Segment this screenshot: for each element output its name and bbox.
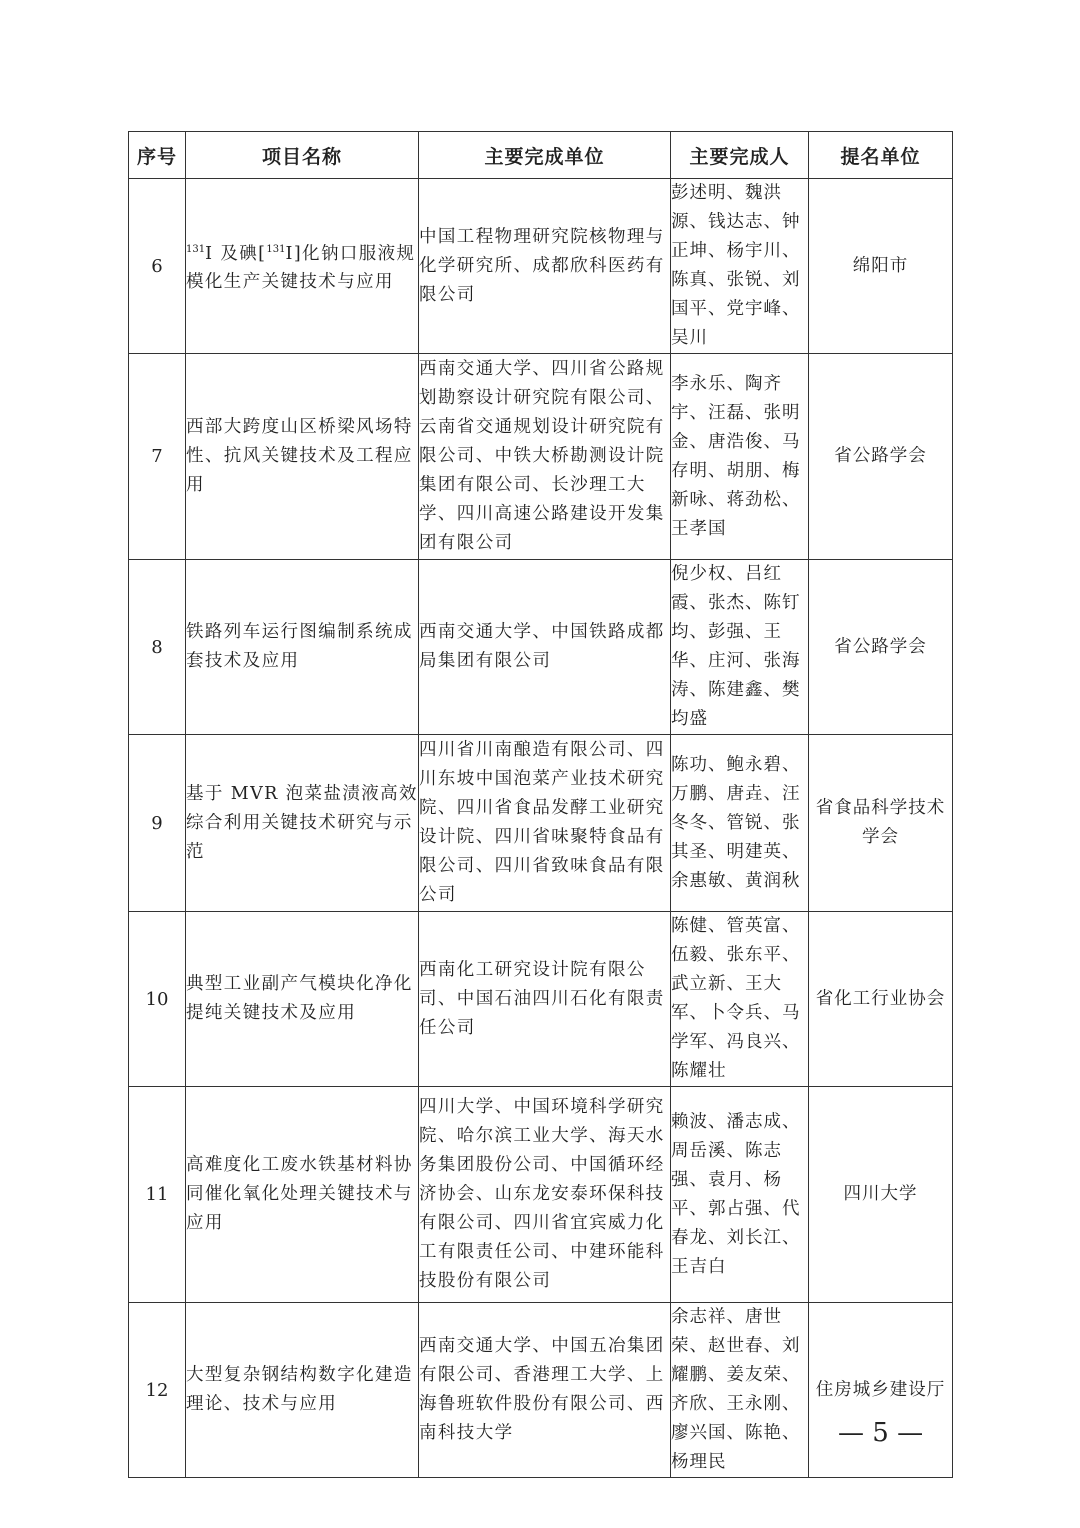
nominating-unit: 省公路学会 bbox=[809, 354, 953, 560]
completion-persons: 李永乐、陶齐宇、汪磊、张明金、唐浩俊、马存明、胡朋、梅新咏、蒋劲松、王孝国 bbox=[671, 354, 809, 560]
row-index: 6 bbox=[129, 179, 186, 354]
table-row bbox=[129, 912, 953, 1087]
completion-persons: 陈健、管英富、伍毅、张东平、武立新、王大军、卜令兵、马学军、冯良兴、陈耀壮 bbox=[671, 912, 809, 1087]
award-table bbox=[128, 131, 953, 1478]
table-row bbox=[129, 735, 953, 912]
header-project-name: 项目名称 bbox=[186, 132, 419, 179]
completion-persons: 余志祥、唐世荣、赵世春、刘耀鹏、姜友荣、齐欣、王永刚、廖兴国、陈艳、杨理民 bbox=[671, 1303, 809, 1478]
header-persons: 主要完成人 bbox=[671, 132, 809, 179]
project-name: 基于 MVR 泡菜盐渍液高效综合利用关键技术研究与示范 bbox=[186, 735, 419, 912]
nominating-unit: 四川大学 bbox=[809, 1087, 953, 1303]
project-name: 典型工业副产气模块化净化提纯关键技术及应用 bbox=[186, 912, 419, 1087]
project-name: 高难度化工废水铁基材料协同催化氧化处理关键技术与应用 bbox=[186, 1087, 419, 1303]
project-name-part: I]化钠口服液规模化生产关键技术与应用 bbox=[186, 243, 416, 293]
completion-units: 西南交通大学、中国五冶集团有限公司、香港理工大学、上海鲁班软件股份有限公司、西南科技大学 bbox=[419, 1303, 671, 1478]
table-row bbox=[129, 1087, 953, 1303]
isotope-superscript: 131 bbox=[266, 243, 286, 255]
page-number: — 5 — bbox=[838, 1418, 924, 1448]
table-row bbox=[129, 560, 953, 735]
header-units: 主要完成单位 bbox=[419, 132, 671, 179]
nominating-unit: 省食品科学技术学会 bbox=[809, 735, 953, 912]
project-name-part: I 及碘[ bbox=[205, 243, 267, 264]
completion-persons: 倪少权、吕红霞、张杰、陈钉均、彭强、王华、庄河、张海涛、陈建鑫、樊均盛 bbox=[671, 560, 809, 735]
table-header-row bbox=[129, 132, 953, 179]
completion-units: 西南交通大学、四川省公路规划勘察设计研究院有限公司、云南省交通规划设计研究院有限公司、中铁大桥勘测设计院集团有限公司、长沙理工大学、四川高速公路建设开发集团有限公司 bbox=[419, 354, 671, 560]
nominating-unit: 绵阳市 bbox=[809, 179, 953, 354]
completion-units: 四川省川南酿造有限公司、四川东坡中国泡菜产业技术研究院、四川省食品发酵工业研究设计院、四川省味聚特食品有限公司、四川省致味食品有限公司 bbox=[419, 735, 671, 912]
project-name: 大型复杂钢结构数字化建造理论、技术与应用 bbox=[186, 1303, 419, 1478]
project-name: 铁路列车运行图编制系统成套技术及应用 bbox=[186, 560, 419, 735]
row-index: 8 bbox=[129, 560, 186, 735]
row-index: 7 bbox=[129, 354, 186, 560]
nominating-unit: 住房城乡建设厅 bbox=[809, 1303, 953, 1478]
completion-persons: 陈功、鲍永碧、万鹏、唐垚、汪冬冬、管锐、张其圣、明建英、余惠敏、黄润秋 bbox=[671, 735, 809, 912]
row-index: 9 bbox=[129, 735, 186, 912]
row-index: 12 bbox=[129, 1303, 186, 1478]
project-name: 西部大跨度山区桥梁风场特性、抗风关键技术及工程应用 bbox=[186, 354, 419, 560]
table-row bbox=[129, 1303, 953, 1478]
table-row bbox=[129, 354, 953, 560]
isotope-superscript: 131 bbox=[186, 243, 206, 255]
nominating-unit: 省化工行业协会 bbox=[809, 912, 953, 1087]
header-index: 序号 bbox=[129, 132, 186, 179]
table-row bbox=[129, 179, 953, 354]
nominating-unit: 省公路学会 bbox=[809, 560, 953, 735]
completion-persons: 彭述明、魏洪源、钱达志、钟正坤、杨宇川、陈真、张锐、刘国平、党宇峰、吴川 bbox=[671, 179, 809, 354]
completion-units: 四川大学、中国环境科学研究院、哈尔滨工业大学、海天水务集团股份公司、中国循环经济协会、山东龙安泰环保科技有限公司、四川省宜宾威力化工有限责任公司、中建环能科技股份有限公司 bbox=[419, 1087, 671, 1303]
completion-units: 西南化工研究设计院有限公司、中国石油四川石化有限责任公司 bbox=[419, 912, 671, 1087]
completion-units: 中国工程物理研究院核物理与化学研究所、成都欣科医药有限公司 bbox=[419, 179, 671, 354]
completion-units: 西南交通大学、中国铁路成都局集团有限公司 bbox=[419, 560, 671, 735]
project-name bbox=[186, 179, 419, 354]
completion-persons: 赖波、潘志成、周岳溪、陈志强、袁月、杨平、郭占强、代春龙、刘长江、王吉白 bbox=[671, 1087, 809, 1303]
row-index: 11 bbox=[129, 1087, 186, 1303]
header-nominator: 提名单位 bbox=[809, 132, 953, 179]
row-index: 10 bbox=[129, 912, 186, 1087]
